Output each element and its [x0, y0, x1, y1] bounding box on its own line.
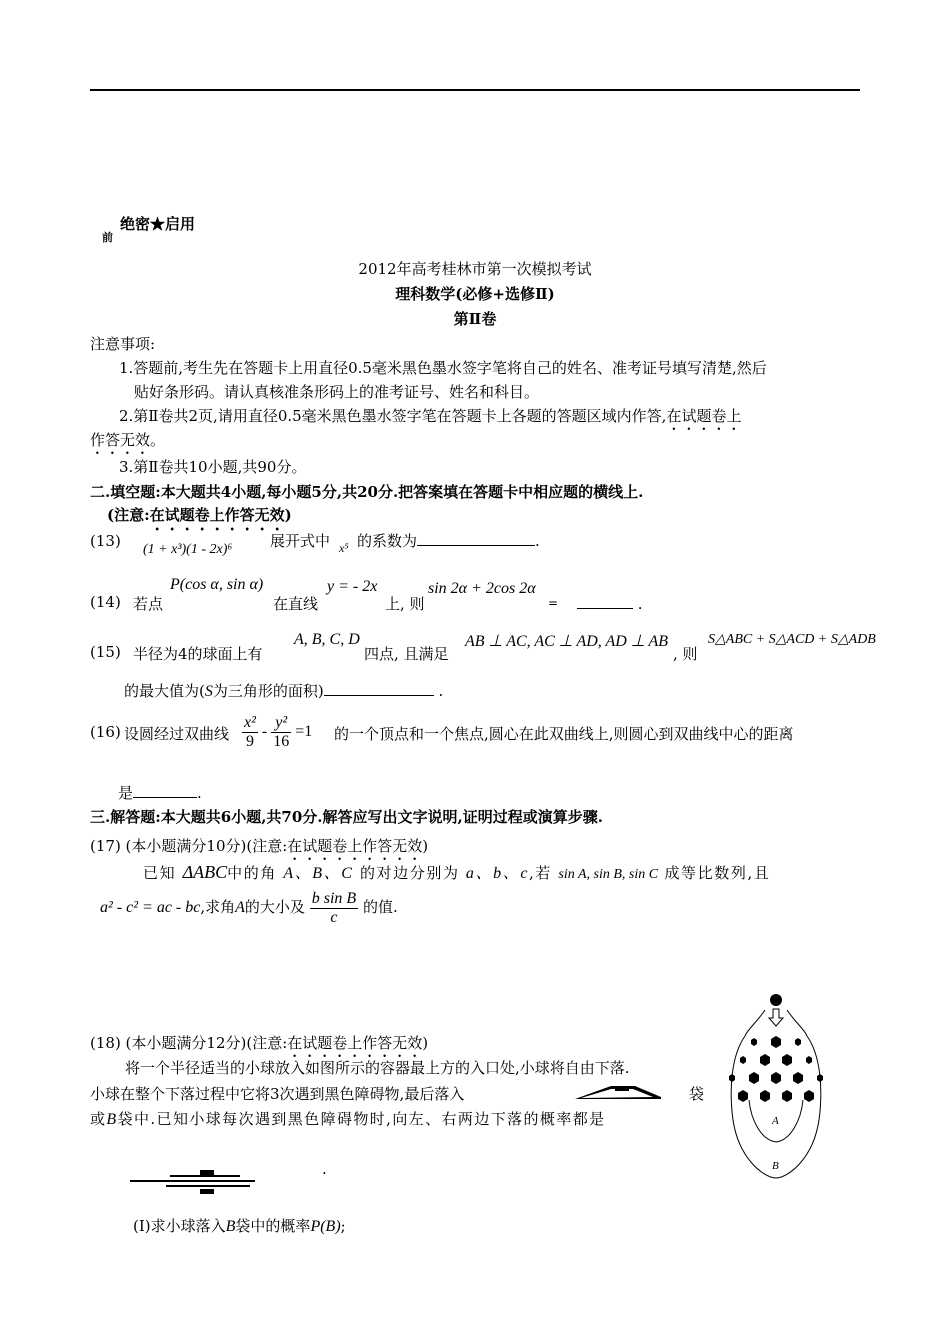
q18-line-3c: 袋中.已知小球每次遇到黑色障碍物时,向左、右两边下落的概率都是 — [117, 1110, 606, 1128]
bag-a-label: A — [772, 1115, 779, 1127]
q16-text-2: 的一个顶点和一个焦点,圆心在此双曲线上,则圆心到双曲线中心的距离 — [334, 725, 794, 743]
q18-head-emphasis: 在试题卷上作答无效 — [287, 1034, 423, 1052]
q14-expression: sin 2α + 2cos 2α — [428, 580, 536, 597]
q18-line-3 — [90, 1108, 606, 1129]
q15-condition: AB ⊥ AC, AC ⊥ AD, AD ⊥ AB — [465, 633, 669, 650]
q15-text-3: , 则 — [673, 645, 698, 663]
q17-head-emphasis: 在试题卷上作答无效 — [287, 837, 423, 855]
q18-head-text: (18) (本小题满分12分)(注意: — [90, 1034, 288, 1052]
q15-line-2 — [124, 680, 443, 701]
q17-equation: a² - c² = ac - bc — [100, 899, 201, 917]
q18-sub1-a: (Ⅰ)求小球落入 — [133, 1217, 226, 1235]
q13-text-2 — [357, 530, 540, 551]
q17-fraction-numerator: b sin B — [311, 890, 357, 907]
note-3: 3.第Ⅱ卷共10小题,共90分。 — [119, 458, 307, 476]
exam-volume: 第Ⅱ卷 — [453, 310, 497, 328]
q16-number: (16) — [90, 723, 121, 741]
bag-b-label: B — [772, 1160, 779, 1172]
q18-line-2a: 小球在整个下落过程中它将3次遇到黑色障碍物,最后落入 — [90, 1085, 465, 1103]
q17-text-8: 的值. — [362, 898, 398, 917]
q14-line: y = - 2x — [327, 578, 378, 595]
q16-line-2 — [118, 782, 202, 803]
q17-text-5: 成等比数列,且 — [664, 864, 771, 882]
q15-end: . — [438, 682, 444, 700]
q14-end: . — [637, 595, 643, 613]
q16-hyperbola — [242, 714, 312, 750]
exam-title: 2012年高考桂林市第一次模拟考试 — [358, 260, 592, 278]
q14-answer — [577, 593, 643, 613]
exam-subject: 理科数学(必修+选修Ⅱ) — [395, 285, 555, 303]
q17-line-2 — [100, 890, 398, 926]
q15-expression: S△ABC + S△ACD + S△ADB — [708, 632, 876, 647]
q15-text-1: 半径为4的球面上有 — [133, 645, 263, 663]
q14-text-3: 上, 则 — [385, 595, 425, 613]
section-2-note-open: (注意: — [107, 506, 150, 524]
obstacles — [729, 1036, 823, 1102]
secret-suffix: 前 — [102, 231, 113, 244]
q17-triangle: ΔABC — [182, 862, 228, 882]
q17-angles: A、B、C — [283, 865, 354, 882]
q18-sub1-c: 袋中的概率 — [235, 1217, 311, 1235]
q18-line-4: . — [322, 1160, 327, 1178]
q18-probability-image — [130, 1168, 260, 1198]
section-3-heading: 三.解答题:本大题共6小题,共70分.解答应写出文字说明,证明过程或演算步骤. — [90, 808, 603, 826]
q15-text-4: 的最大值为( — [124, 682, 205, 700]
q17-fraction-denominator: c — [330, 908, 338, 926]
q18-sub1-b: B — [225, 1218, 236, 1235]
q17-head-close: ) — [422, 837, 429, 855]
note-2a-emphasis: 在试题卷上 — [666, 407, 742, 425]
ball — [770, 994, 782, 1006]
q17-text-3: 的对边分别为 — [359, 864, 460, 882]
container-figure — [725, 990, 835, 1185]
q18-line-3a: 或 — [90, 1110, 107, 1128]
note-2b-emphasis: 作答无效 — [90, 431, 151, 449]
section-2-note-emphasis: 在试题卷上作答无效 — [149, 506, 285, 524]
q18-subquestion-1 — [133, 1215, 346, 1236]
q17-head-text: (17) (本小题满分10分)(注意: — [90, 837, 288, 855]
q17-sines: sin A, sin B, sin C — [558, 867, 659, 882]
q18-line-2b: 袋 — [689, 1085, 705, 1103]
q14-answer-blank — [577, 593, 633, 609]
note-2b-end: 。 — [150, 431, 166, 449]
q13-text-1: 展开式中 — [270, 532, 331, 550]
q16-y-fraction — [271, 714, 291, 750]
q14-text-1: 若点 — [133, 595, 164, 613]
q17-line-1 — [143, 860, 770, 883]
section-2-note-close: ) — [284, 506, 292, 524]
q13-term: x⁵ — [339, 541, 349, 555]
q16-text-1: 设圆经过双曲线 — [124, 725, 230, 743]
q15-text-5: 为三角形的面积) — [212, 682, 324, 700]
q17-text-4: ,若 — [529, 864, 552, 882]
q16-equals: =1 — [295, 722, 313, 740]
q18-sub1-pb: P(B) — [310, 1218, 341, 1235]
notes-heading: 注意事项: — [90, 335, 156, 353]
q15-text-2: 四点, 且满足 — [364, 645, 449, 663]
q13-number: (13) — [90, 532, 121, 550]
q16-minus: - — [261, 722, 268, 740]
q13-answer-blank — [417, 530, 535, 546]
q14-text-2: 在直线 — [273, 595, 319, 613]
q17-a: A — [235, 899, 245, 917]
q14-equals: = — [548, 596, 559, 610]
q17-sides: a、b、c — [465, 865, 530, 882]
note-2a — [119, 405, 741, 434]
q13-end: . — [535, 532, 540, 550]
q15-number: (15) — [90, 643, 121, 661]
q14-point: P(cos α, sin α) — [170, 576, 264, 593]
q18-line-1: 将一个半径适当的小球放入如图所示的容器最上方的入口处,小球将自由下落. — [125, 1059, 630, 1077]
q14-number: (14) — [90, 593, 121, 611]
q16-y-denominator: 16 — [273, 732, 290, 750]
q16-x-denominator: 9 — [245, 732, 254, 750]
q18-head-close: ) — [422, 1034, 429, 1052]
q17-fraction — [310, 890, 358, 926]
top-rule — [90, 89, 860, 91]
section-2-note — [107, 504, 292, 534]
q15-s: S — [204, 683, 213, 700]
q16-end: . — [197, 784, 202, 802]
q13-text-2-label: 的系数为 — [357, 532, 418, 550]
q13-expression: (1 + x³)(1 - 2x)⁶ — [143, 542, 233, 557]
q18-sub1-e: ; — [340, 1217, 346, 1235]
q17-text-2: 中的角 — [227, 864, 277, 882]
arrow-down-icon — [769, 1009, 783, 1026]
q15-answer-blank — [324, 680, 434, 696]
q17-text-7: 的大小及 — [244, 898, 305, 917]
q16-answer-blank — [133, 782, 197, 798]
note-1a: 1.答题前,考生先在答题卡上用直径0.5毫米黑色墨水签字笔将自己的姓名、准考证号填写清楚,然后 — [119, 359, 767, 377]
note-1b: 贴好条形码。请认真核准条形码上的准考证号、姓名和科目。 — [134, 383, 540, 401]
q16-y-numerator: y² — [271, 714, 291, 733]
q15-points: A, B, C, D — [294, 631, 360, 648]
note-2a-text: 2.第Ⅱ卷共2页,请用直径0.5毫米黑色墨水签字笔在答题卡上各题的答题区域内作答, — [119, 407, 667, 425]
note-2b — [90, 429, 165, 458]
q18-bag-b: B — [106, 1111, 118, 1128]
q16-text-3: 是 — [118, 784, 134, 802]
q18-inline-formula-image — [575, 1083, 661, 1101]
q17-text-6: ,求角 — [200, 898, 236, 917]
section-2-heading: 二.填空题:本大题共4小题,每小题5分,共20分.把答案填在答题卡中相应题的横线上. — [90, 483, 644, 501]
secret-label: 绝密★启用 — [120, 215, 196, 233]
q17-text-1: 已知 — [143, 864, 177, 882]
q16-x-numerator: x² — [244, 714, 256, 731]
q16-x-fraction — [242, 714, 258, 750]
